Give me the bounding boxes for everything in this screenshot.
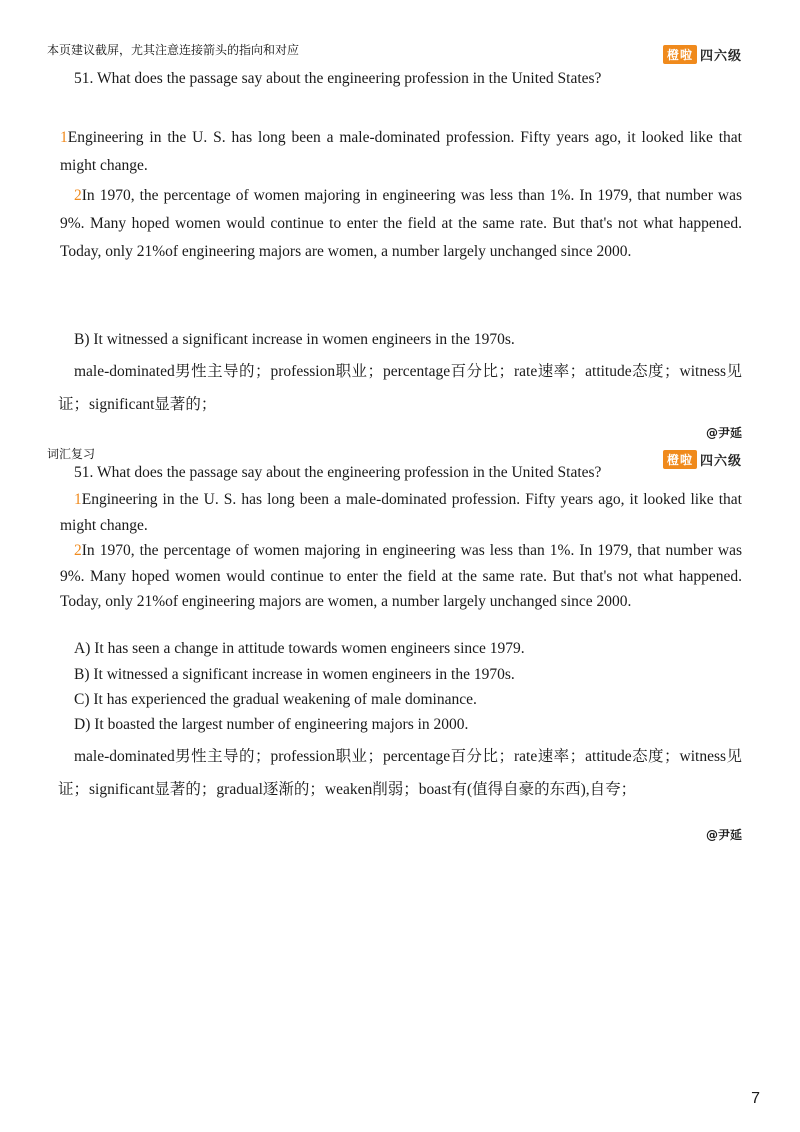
vocabulary-list: male-dominated男性主导的；profession职业；percentage百分比；rate速率；attitude态度；witness见证；significant显著的；gradual逐渐的；weaken削弱；boast有(值得自豪的东西),自夸； [58, 748, 742, 798]
question-2: 51. What does the passage say about the engineering profession in the United States? [74, 464, 602, 481]
paragraph-number: 2 [74, 542, 82, 559]
brand-logo: 橙啦 [663, 450, 697, 469]
brand-badge [663, 450, 742, 469]
brand-logo: 橙啦 [663, 45, 697, 64]
option-a: A) It has seen a change in attitude towards women engineers since 1979. [74, 640, 525, 657]
option-d: D) It boasted the largest number of engineering majors in 2000. [74, 716, 469, 733]
paragraph-2 [60, 538, 742, 615]
page-note: 本页建议截屏，尤其注意连接箭头的指向和对应 [47, 43, 300, 57]
option-c: C) It has experienced the gradual weakening of male dominance. [74, 691, 477, 708]
paragraph-2 [60, 182, 742, 266]
author-signature: @尹延 [705, 828, 742, 842]
paragraph-text: Engineering in the U. S. has long been a male-dominated profession. Fifty years ago, it looked like that might change. [60, 129, 742, 174]
vocabulary-list: male-dominated男性主导的；profession职业；percentage百分比；rate速率；attitude态度；witness见证；significant显著的； [58, 363, 742, 413]
author-signature: @尹延 [705, 426, 742, 440]
paragraph-number: 2 [74, 187, 82, 204]
brand-level: 四六级 [699, 454, 742, 469]
paragraph-1 [60, 487, 742, 538]
paragraph-text: In 1970, the percentage of women majoring in engineering was less than 1%. In 1979, that number was 9%. Many hoped women would continue to enter the field at the same rate. But that's not what happened. Today, only 21%of engineering majors are women, a number largely unchanged since 2000. [60, 542, 742, 610]
option-b: B) It witnessed a significant increase in women engineers in the 1970s. [74, 666, 515, 683]
brand-badge [663, 45, 742, 64]
answer-option: B) It witnessed a significant increase in women engineers in the 1970s. [74, 331, 515, 348]
paragraph-text: In 1970, the percentage of women majoring in engineering was less than 1%. In 1979, that number was 9%. Many hoped women would continue to enter the field at the same rate. But that's not what happened. Today, only 21%of engineering majors are women, a number largely unchanged since 2000. [60, 187, 742, 260]
paragraph-text: Engineering in the U. S. has long been a male-dominated profession. Fifty years ago, it looked like that might change. [60, 491, 742, 534]
section-title: 词汇复习 [47, 447, 96, 461]
page-number: 7 [751, 1090, 760, 1107]
brand-level: 四六级 [699, 49, 742, 64]
paragraph-1 [60, 124, 742, 180]
question-1: 51. What does the passage say about the engineering profession in the United States? [74, 70, 602, 87]
paragraph-number: 1 [74, 491, 82, 508]
paragraph-number: 1 [60, 129, 68, 146]
